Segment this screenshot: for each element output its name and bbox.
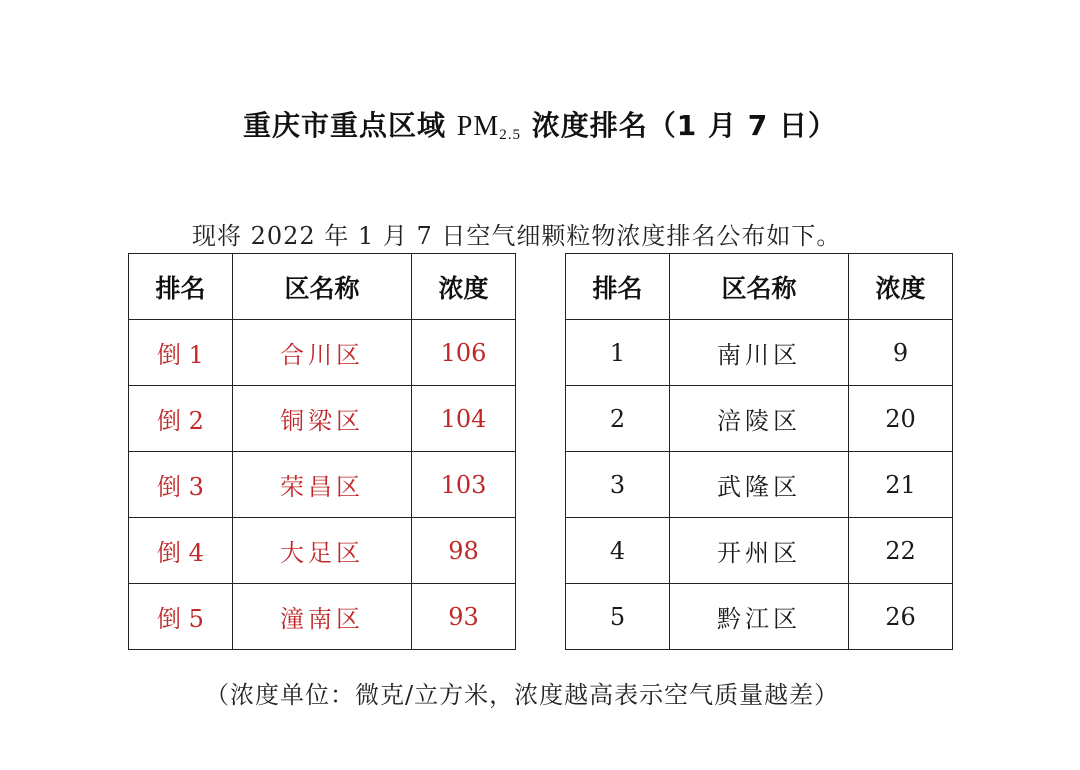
concentration-cell: 21 bbox=[849, 452, 953, 518]
district-cell: 黔江区 bbox=[670, 584, 849, 650]
best-ranking-table bbox=[565, 253, 953, 650]
rank-cell: 倒 1 bbox=[129, 320, 233, 386]
table-header-row bbox=[129, 254, 516, 320]
table-row bbox=[129, 386, 516, 452]
concentration-cell: 104 bbox=[412, 386, 516, 452]
rank-cell: 倒 5 bbox=[129, 584, 233, 650]
rank-cell: 1 bbox=[566, 320, 670, 386]
concentration-cell: 20 bbox=[849, 386, 953, 452]
header-concentration: 浓度 bbox=[849, 254, 953, 320]
district-cell: 武隆区 bbox=[670, 452, 849, 518]
concentration-cell: 26 bbox=[849, 584, 953, 650]
table-row bbox=[566, 320, 953, 386]
concentration-cell: 9 bbox=[849, 320, 953, 386]
rank-cell: 倒 3 bbox=[129, 452, 233, 518]
rank-cell: 倒 2 bbox=[129, 386, 233, 452]
intro-text: 现将 2022 年 1 月 7 日空气细颗粒物浓度排名公布如下。 bbox=[192, 222, 842, 250]
header-rank: 排名 bbox=[566, 254, 670, 320]
document-title bbox=[0, 104, 1080, 144]
district-cell: 南川区 bbox=[670, 320, 849, 386]
header-concentration: 浓度 bbox=[412, 254, 516, 320]
district-cell: 潼南区 bbox=[233, 584, 412, 650]
district-cell: 合川区 bbox=[233, 320, 412, 386]
worst-ranking-table bbox=[128, 253, 516, 650]
concentration-cell: 106 bbox=[412, 320, 516, 386]
title-pm: PM bbox=[456, 111, 500, 142]
rank-cell: 5 bbox=[566, 584, 670, 650]
rank-cell: 3 bbox=[566, 452, 670, 518]
table-row bbox=[566, 584, 953, 650]
header-district: 区名称 bbox=[670, 254, 849, 320]
rank-cell: 倒 4 bbox=[129, 518, 233, 584]
table-row bbox=[129, 518, 516, 584]
rank-cell: 4 bbox=[566, 518, 670, 584]
table-row bbox=[129, 584, 516, 650]
header-rank: 排名 bbox=[129, 254, 233, 320]
title-pm-subscript: 2.5 bbox=[499, 127, 521, 143]
concentration-cell: 98 bbox=[412, 518, 516, 584]
district-cell: 荣昌区 bbox=[233, 452, 412, 518]
district-cell: 开州区 bbox=[670, 518, 849, 584]
district-cell: 涪陵区 bbox=[670, 386, 849, 452]
table-row bbox=[566, 518, 953, 584]
title-suffix: 浓度排名（1 月 7 日） bbox=[521, 109, 837, 142]
district-cell: 铜梁区 bbox=[233, 386, 412, 452]
table-header-row bbox=[566, 254, 953, 320]
district-cell: 大足区 bbox=[233, 518, 412, 584]
table-row bbox=[129, 452, 516, 518]
unit-note: （浓度单位：微克/立方米，浓度越高表示空气质量越差） bbox=[205, 681, 840, 709]
table-row bbox=[129, 320, 516, 386]
concentration-cell: 103 bbox=[412, 452, 516, 518]
table-row bbox=[566, 386, 953, 452]
concentration-cell: 93 bbox=[412, 584, 516, 650]
header-district: 区名称 bbox=[233, 254, 412, 320]
title-prefix: 重庆市重点区域 bbox=[243, 109, 457, 142]
rank-cell: 2 bbox=[566, 386, 670, 452]
table-row bbox=[566, 452, 953, 518]
concentration-cell: 22 bbox=[849, 518, 953, 584]
